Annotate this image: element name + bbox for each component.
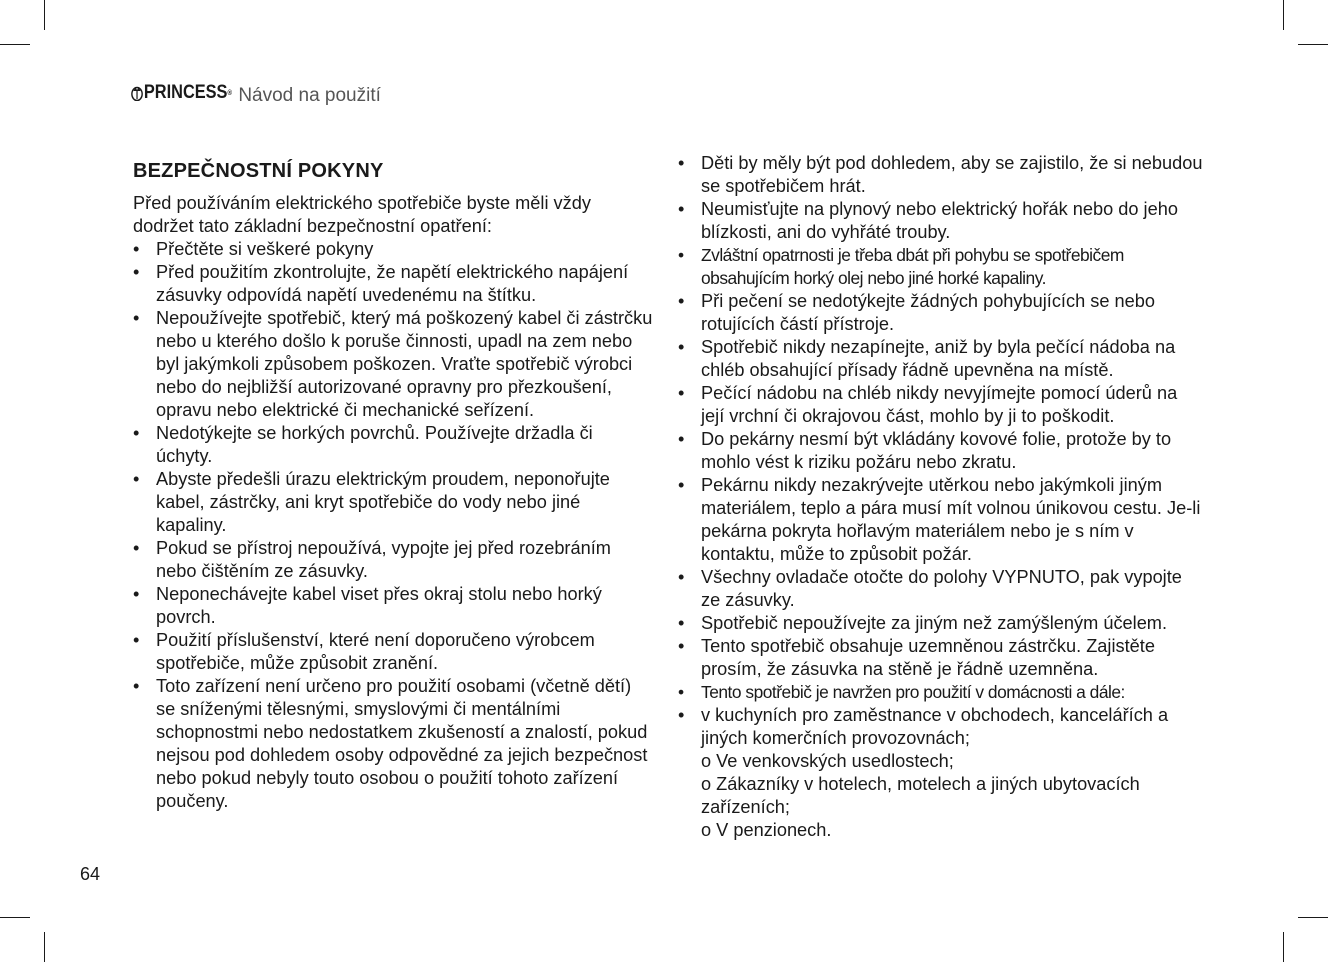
left-column <box>133 158 653 813</box>
list-item: • Pečící nádobu na chléb nikdy nevyjímejte pomocí úderů na její vrchní či okrajovou část, mohlo by ji to poškodit. <box>678 382 1203 428</box>
page-header <box>131 82 381 107</box>
right-column <box>678 152 1203 842</box>
brand-logo <box>131 82 232 104</box>
crop-mark <box>1298 917 1328 918</box>
list-item: • Do pekárny nesmí být vkládány kovové folie, protože by to mohlo vést k riziku požáru nebo zkratu. <box>678 428 1203 474</box>
intro-text: Před používáním elektrického spotřebiče byste měli vždy dodržet tato základní bezpečnostní opatření: <box>133 193 591 236</box>
safety-list-left <box>133 238 653 813</box>
safety-list-right <box>678 152 1203 842</box>
list-item: • Použití příslušenství, které není doporučeno výrobcem spotřebiče, může způsobit zranění. <box>133 629 653 675</box>
list-item: • Děti by měly být pod dohledem, aby se zajistilo, že si nebudou se spotřebičem hrát. <box>678 152 1203 198</box>
list-item: • Neponechávejte kabel viset přes okraj stolu nebo horký povrch. <box>133 583 653 629</box>
registered-mark: ® <box>227 89 232 97</box>
list-item: • Toto zařízení není určeno pro použití osobami (včetně dětí) se sníženými tělesnými, smyslovými či mentálními schopnostmi nebo nedostatkem zkušeností a znalostí, pokud nejsou pod dohledem osoby odpovědné za jejich bezpečnost nebo pokud nebyly touto osobou o použití tohoto zařízení poučeny. <box>133 675 653 813</box>
list-item: • Spotřebič nikdy nezapínejte, aniž by byla pečící nádoba na chléb obsahující přísady řádně upevněna na místě. <box>678 336 1203 382</box>
brand-name: PRINCESS <box>143 82 228 103</box>
list-item: • Abyste předešli úrazu elektrickým proudem, neponořujte kabel, zástrčky, ani kryt spotřebiče do vody nebo jiné kapaliny. <box>133 468 653 537</box>
header-subtitle: Návod na použití <box>238 85 381 106</box>
crown-icon <box>131 85 143 101</box>
list-item: • Tento spotřebič je navržen pro použití v domácnosti a dále: <box>678 681 1203 704</box>
list-item: • Pokud se přístroj nepoužívá, vypojte jej před rozebráním nebo čištěním ze zásuvky. <box>133 537 653 583</box>
usage-line: o Ve venkovských usedlostech; <box>701 751 954 771</box>
usage-line: o Zákazníky v hotelech, motelech a jiných ubytovacích zařízeních; <box>701 774 1140 817</box>
list-item: • Spotřebič nepoužívejte za jiným než zamýšleným účelem. <box>678 612 1203 635</box>
crop-mark <box>0 917 30 918</box>
crop-mark <box>0 44 30 45</box>
list-item: • Zvláštní opatrnosti je třeba dbát při pohybu se spotřebičem obsahujícím horký olej nebo jiné horké kapaliny. <box>678 244 1203 290</box>
list-item: • Před použitím zkontrolujte, že napětí elektrického napájení zásuvky odpovídá napětí uvedenému na štítku. <box>133 261 653 307</box>
list-item: • Nedotýkejte se horkých povrchů. Používejte držadla či úchyty. <box>133 422 653 468</box>
usage-line: • v kuchyních pro zaměstnance v obchodech, kancelářích a jiných komerčních provozovnách; <box>701 705 1169 748</box>
list-item: • Přečtěte si veškeré pokyny <box>133 238 653 261</box>
usage-line: o V penzionech. <box>701 820 832 840</box>
list-item: • Pekárnu nikdy nezakrývejte utěrkou nebo jakýmkoli jiným materiálem, teplo a pára musí mít volnou únikovou cestu. Je-li pekárna pokryta hořlavým materiálem nebo je s ním v kontaktu, může to způsobit požár. <box>678 474 1203 566</box>
page-number: 64 <box>80 864 101 884</box>
section-title: BEZPEČNOSTNÍ POKYNY <box>133 160 384 182</box>
list-item: • Tento spotřebič obsahuje uzemněnou zástrčku. Zajistěte prosím, že zásuvka na stěně je řádně uzemněna. <box>678 635 1203 681</box>
crop-mark <box>1283 932 1284 962</box>
crop-mark <box>1298 44 1328 45</box>
list-item: • Všechny ovladače otočte do polohy VYPNUTO, pak vypojte ze zásuvky. <box>678 566 1203 612</box>
crop-mark <box>44 932 45 962</box>
list-item: • Neumisťujte na plynový nebo elektrický hořák nebo do jeho blízkosti, ani do vyhřáté trouby. <box>678 198 1203 244</box>
list-item-usage-locations <box>678 704 1203 842</box>
list-item: • Nepoužívejte spotřebič, který má poškozený kabel či zástrčku nebo u kterého došlo k poruše činnosti, upadl na zem nebo byl jakýmkoli způsobem poškozen. Vraťte spotřebič výrobci nebo do nejbližší autorizované opravny pro přezkoušení, opravu nebo elektrické či mechanické seřízení. <box>133 307 653 422</box>
crop-mark <box>44 0 45 30</box>
crop-mark <box>1283 0 1284 30</box>
list-item: • Při pečení se nedotýkejte žádných pohybujících se nebo rotujících částí přístroje. <box>678 290 1203 336</box>
